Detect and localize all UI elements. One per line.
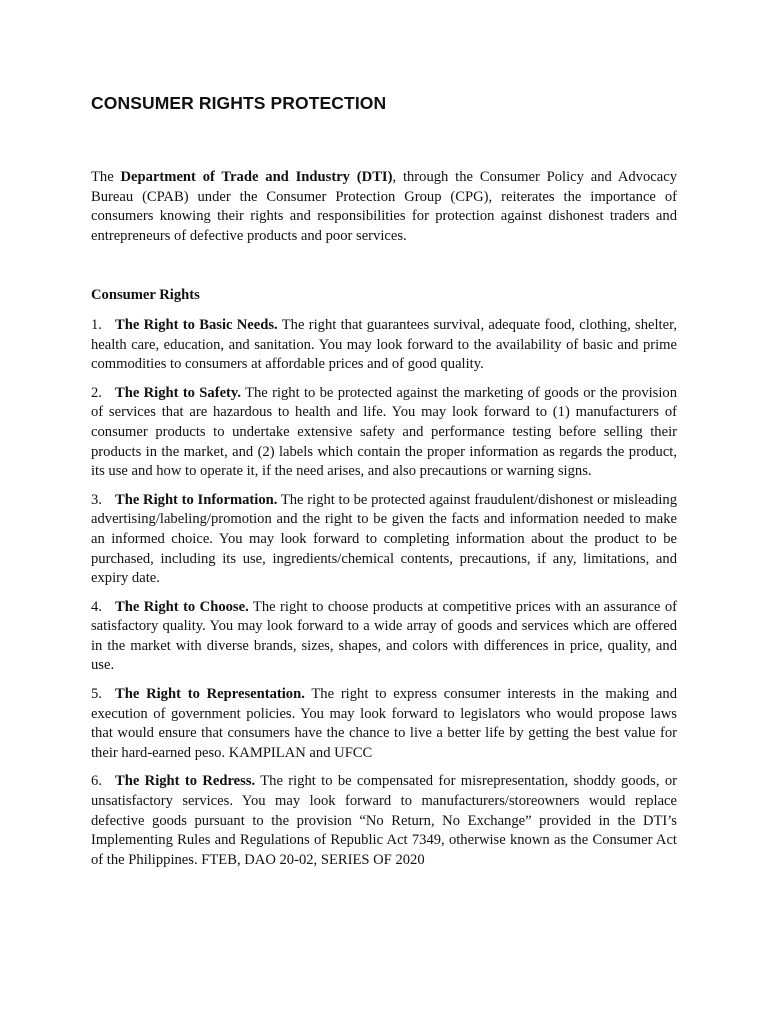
right-text: The right that guarantees survival, adequate food, clothing, shelter, health care, education, and sanitation. You may look forward to the availability of basic and prime commodities to consumers at affordable prices and of good quality. [91, 316, 677, 373]
right-number: 5. [91, 686, 102, 703]
right-item [91, 685, 677, 763]
right-item [91, 316, 677, 375]
right-text: The right to express consumer interests in the making and execution of government policies. You may look forward to legislators who would propose laws that would ensure that consumers have the chance to live a better life by getting the best value for their hard-earned peso. KAMPILAN and UFCC [91, 686, 677, 761]
intro-paragraph [91, 168, 677, 246]
right-text: The right to be protected against fraudulent/dishonest or misleading advertising/labeling/promotion and the right to be given the facts and information needed to make an informed choice. You may look forward to completing information about the product to be purchased, including its use, ingredients/chemical contents, precautions, if any, limitations, and expiry date. [91, 491, 678, 587]
right-heading: The Right to Safety. [115, 384, 242, 401]
right-heading: The Right to Choose. [115, 598, 249, 615]
document-title: CONSUMER RIGHTS PROTECTION [91, 93, 387, 113]
right-heading: The Right to Redress. [115, 773, 256, 790]
right-item [91, 491, 677, 589]
intro-pre: The [91, 169, 121, 185]
right-heading: The Right to Basic Needs. [115, 316, 278, 333]
right-item [91, 772, 677, 870]
right-number: 4. [91, 598, 102, 615]
right-number: 6. [91, 773, 102, 790]
section-heading: Consumer Rights [91, 287, 200, 304]
right-heading: The Right to Information. [115, 491, 278, 508]
right-text: The right to choose products at competitive prices with an assurance of satisfactory quality. You may look forward to a wide array of goods and services which are offered in the market with diverse brands, sizes, shapes, and colors with differences in price, quality, and use. [91, 598, 677, 674]
intro-post: , through the Consumer Policy and Advocacy Bureau (CPAB) under the Consumer Protection Group (CPG), reiterates the importance of consumers knowing their rights and responsibilities for protection against dishonest traders and entrepreneurs of defective products and poor services. [91, 169, 677, 244]
right-number: 2. [91, 384, 102, 401]
right-item [91, 598, 677, 676]
right-heading: The Right to Representation. [115, 686, 305, 703]
right-number: 3. [91, 491, 102, 508]
right-item [91, 384, 677, 482]
right-text: The right to be compensated for misrepresentation, shoddy goods, or unsatisfactory services. You may look forward to manufacturers/storeowners would replace defective goods pursuant to the provision “No Return, No Exchange” provided in the DTI’s Implementing Rules and Regulations of Republic Act 7349, otherwise known as the Consumer Act of the Philippines. FTEB, DAO 20-02, SERIES OF 2020 [91, 773, 677, 868]
intro-org: Department of Trade and Industry (DTI) [120, 169, 393, 185]
right-text: The right to be protected against the marketing of goods or the provision of services that are hazardous to health and life. You may look forward to (1) manufacturers of consumer products to undertake extensive safety and performance testing before selling their products in the market, and (2) labels which contain the proper information as regards the product, its use and how to operate it, if the need arises, and also precautions or warning signs. [91, 384, 678, 480]
right-number: 1. [91, 316, 102, 333]
document-body [91, 168, 677, 879]
